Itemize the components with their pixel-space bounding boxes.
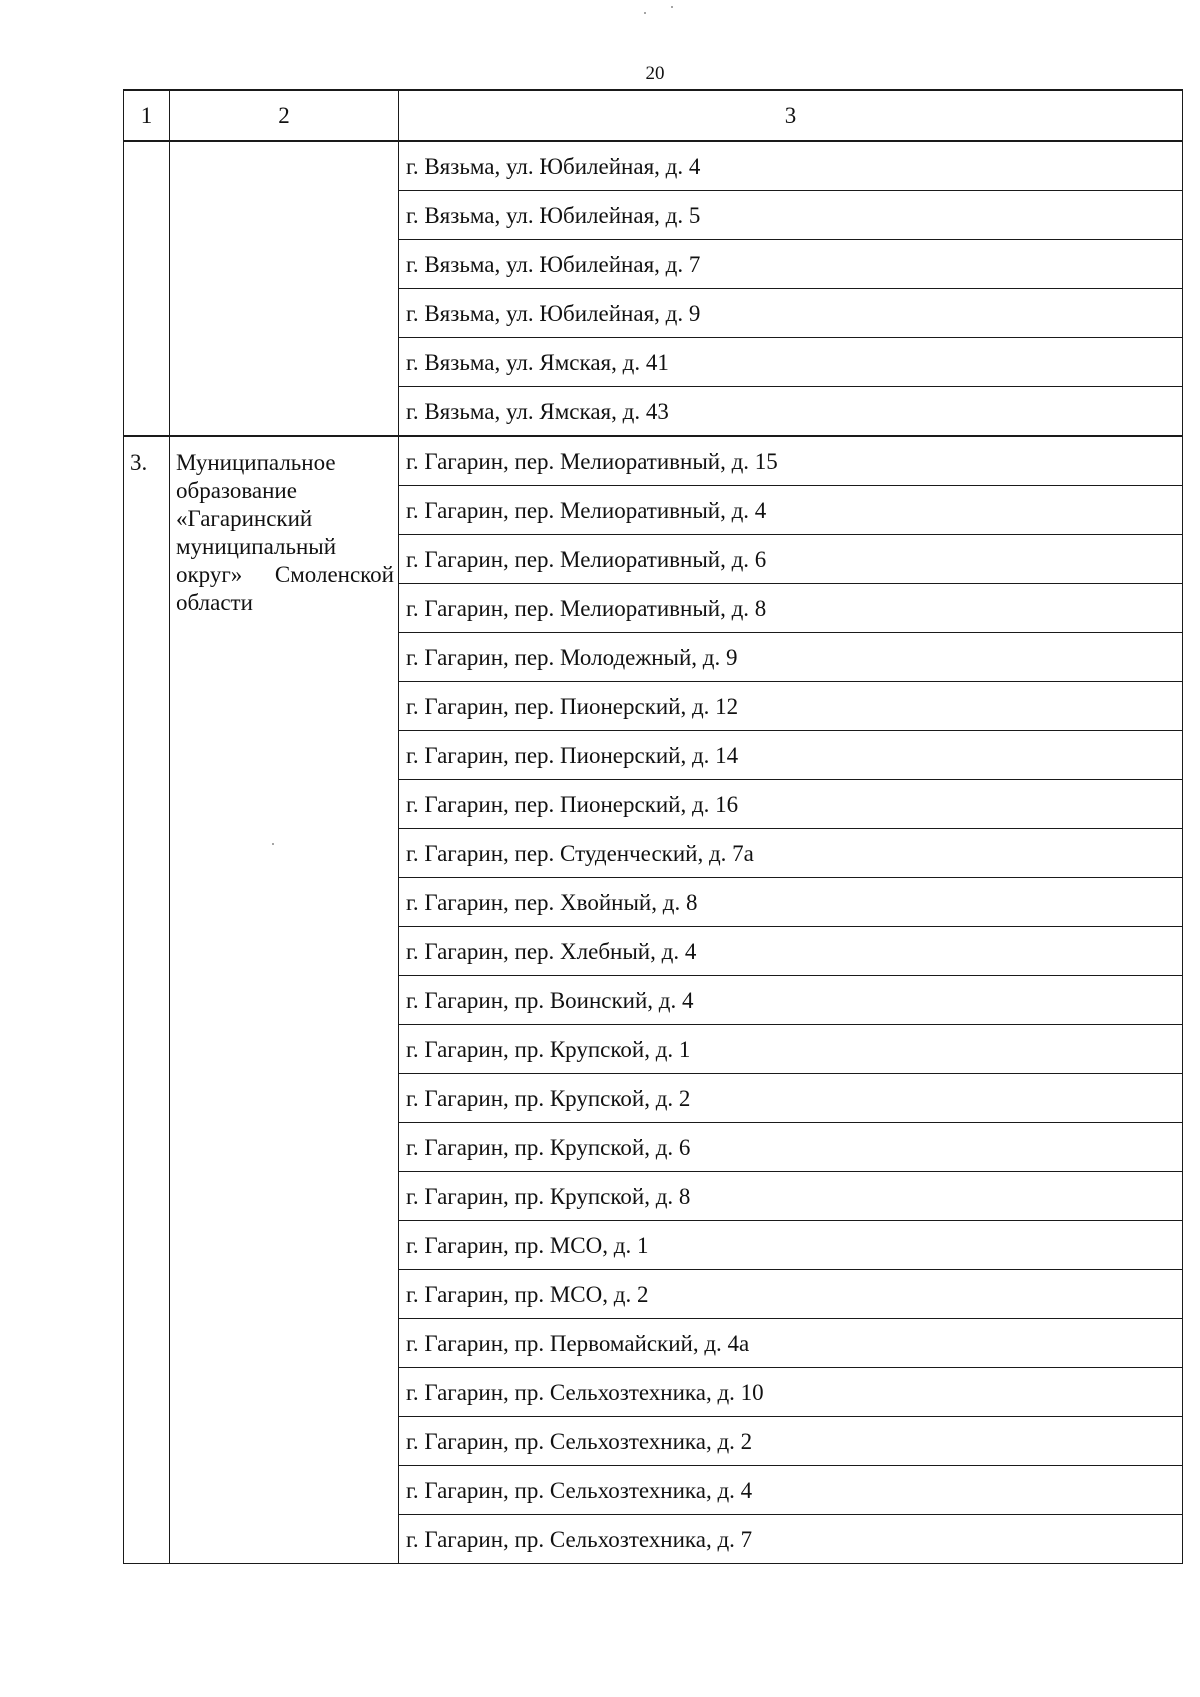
address-cell: г. Гагарин, пер. Мелиоративный, д. 8 — [399, 584, 1183, 633]
row-number-cell — [124, 141, 170, 436]
address-cell: г. Вязьма, ул. Ямская, д. 41 — [399, 338, 1183, 387]
address-cell: г. Гагарин, пр. МСО, д. 2 — [399, 1270, 1183, 1319]
address-cell: г. Гагарин, пр. Воинский, д. 4 — [399, 976, 1183, 1025]
address-cell: г. Гагарин, пер. Хвойный, д. 8 — [399, 878, 1183, 927]
column-header-3: 3 — [399, 90, 1183, 141]
page-number: 20 — [645, 63, 665, 84]
municipality-name-cell — [170, 141, 399, 436]
scan-speck — [644, 12, 646, 14]
address-cell: г. Гагарин, пр. Крупской, д. 2 — [399, 1074, 1183, 1123]
address-cell: г. Гагарин, пер. Мелиоративный, д. 15 — [399, 436, 1183, 486]
address-cell: г. Гагарин, пер. Мелиоративный, д. 4 — [399, 486, 1183, 535]
municipality-name: Муниципальное образование «Гагаринский муниципальный округ» Смоленской области — [176, 450, 394, 615]
address-cell: г. Гагарин, пер. Пионерский, д. 12 — [399, 682, 1183, 731]
address-cell: г. Гагарин, пр. Первомайский, д. 4а — [399, 1319, 1183, 1368]
table-header-row — [124, 90, 1183, 141]
address-cell: г. Гагарин, пр. МСО, д. 1 — [399, 1221, 1183, 1270]
address-cell: г. Вязьма, ул. Юбилейная, д. 4 — [399, 141, 1183, 191]
address-cell: г. Гагарин, пер. Пионерский, д. 16 — [399, 780, 1183, 829]
table-body — [124, 141, 1183, 1564]
table-row — [124, 141, 1183, 191]
addresses-table — [123, 89, 1183, 1564]
address-cell: г. Гагарин, пр. Сельхозтехника, д. 2 — [399, 1417, 1183, 1466]
address-cell: г. Вязьма, ул. Юбилейная, д. 9 — [399, 289, 1183, 338]
address-cell: г. Гагарин, пер. Пионерский, д. 14 — [399, 731, 1183, 780]
address-cell: г. Гагарин, пер. Хлебный, д. 4 — [399, 927, 1183, 976]
address-cell: г. Гагарин, пер. Мелиоративный, д. 6 — [399, 535, 1183, 584]
column-header-2: 2 — [170, 90, 399, 141]
address-cell: г. Вязьма, ул. Юбилейная, д. 7 — [399, 240, 1183, 289]
scan-speck — [671, 6, 673, 8]
row-number-cell — [124, 436, 170, 1564]
table-row — [124, 436, 1183, 486]
address-cell: г. Гагарин, пр. Сельхозтехника, д. 10 — [399, 1368, 1183, 1417]
row-number: 3. — [130, 450, 148, 475]
address-cell: г. Гагарин, пер. Молодежный, д. 9 — [399, 633, 1183, 682]
address-cell: г. Вязьма, ул. Юбилейная, д. 5 — [399, 191, 1183, 240]
column-header-1: 1 — [124, 90, 170, 141]
municipality-name-cell — [170, 436, 399, 1564]
address-cell: г. Гагарин, пр. Крупской, д. 8 — [399, 1172, 1183, 1221]
address-cell: г. Гагарин, пр. Сельхозтехника, д. 4 — [399, 1466, 1183, 1515]
address-cell: г. Гагарин, пр. Сельхозтехника, д. 7 — [399, 1515, 1183, 1564]
address-cell: г. Вязьма, ул. Ямская, д. 43 — [399, 387, 1183, 437]
address-cell: г. Гагарин, пер. Студенческий, д. 7а — [399, 829, 1183, 878]
address-cell: г. Гагарин, пр. Крупской, д. 6 — [399, 1123, 1183, 1172]
address-cell: г. Гагарин, пр. Крупской, д. 1 — [399, 1025, 1183, 1074]
